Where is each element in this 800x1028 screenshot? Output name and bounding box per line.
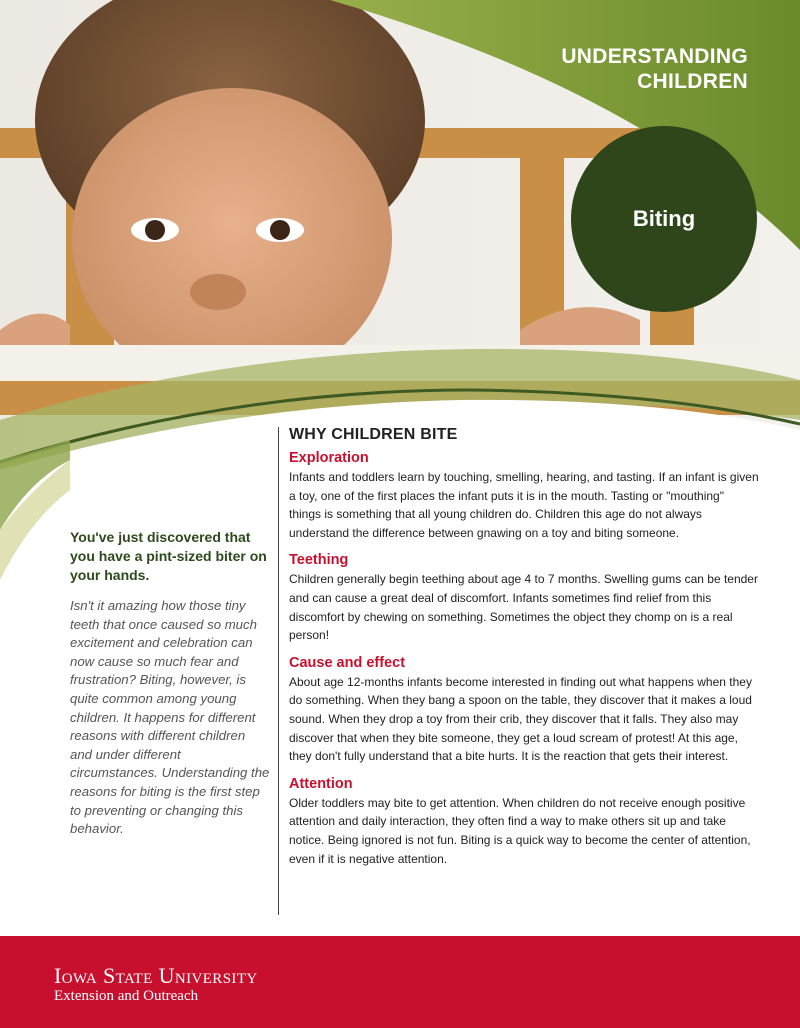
- section-heading-cause-and-effect: Cause and effect: [289, 654, 406, 671]
- main-heading: WHY CHILDREN BITE: [289, 426, 458, 443]
- sidebar-heading: You've just discovered that you have a pint-sized biter on your hands.: [70, 529, 267, 583]
- university-wordmark: Iowa State University: [54, 963, 258, 988]
- series-title: [561, 44, 748, 94]
- sidebar-intro-text: Isn't it amazing how those tiny teeth that once caused so much excitement and celebration can now cause so much fear and frustration? Biting, however, is quite common among young children. It happens for different reasons with different children and under different circumstances. Understanding the reasons for biting is the first step to preventing or changing this behavior.: [70, 598, 270, 837]
- topic-title: Biting: [632, 206, 696, 231]
- topic-circle: [571, 126, 757, 312]
- extension-unit-name: Extension and Outreach: [54, 988, 199, 1004]
- section-heading-teething: Teething: [289, 552, 349, 569]
- section-heading-attention: Attention: [289, 775, 353, 792]
- section-body-attention: Older toddlers may bite to get attention. When children do not receive enough positive attention and daily interaction, they often find a way to make others sit up and take notice. Being ignored is not fun. Biting is a quick way to become the center of attention, even if it is negative attention.: [289, 795, 751, 866]
- section-heading-exploration: Exploration: [289, 450, 369, 466]
- main-content: [289, 426, 759, 876]
- column-divider: [278, 427, 279, 915]
- series-title-line2: CHILDREN: [637, 70, 748, 93]
- side-swoosh: [0, 440, 70, 580]
- series-title-line1: UNDERSTANDING: [561, 45, 748, 68]
- section-body-exploration: Infants and toddlers learn by touching, smelling, hearing, and tasting. If an infant is given a toy, one of the first places the infant puts it is in the mouth. Tasting or "mouthing" things is something that all young children do. Children this age do not always understand the difference between gnawing on a toy and biting someone.: [289, 470, 759, 540]
- section-body-teething: Children generally begin teething about age 4 to 7 months. Swelling gums can be tender and can cause a great deal of discomfort. Infants sometimes find relief from this discomfort by chewing on something. Sometimes the object they chomp on is a real person!: [289, 572, 758, 643]
- section-body-cause-and-effect: About age 12-months infants become interested in finding out what happens when they do something. When they bang a spoon on the table, they discover that it makes a loud sound. When they drop a toy from their crib, they discover that it falls. They also may discover that when they bite someone, they get a loud scream of protest! At this age, they don't fully understand that a bite hurts. It is the reaction that gets their interest.: [289, 674, 752, 764]
- sidebar: [70, 528, 270, 839]
